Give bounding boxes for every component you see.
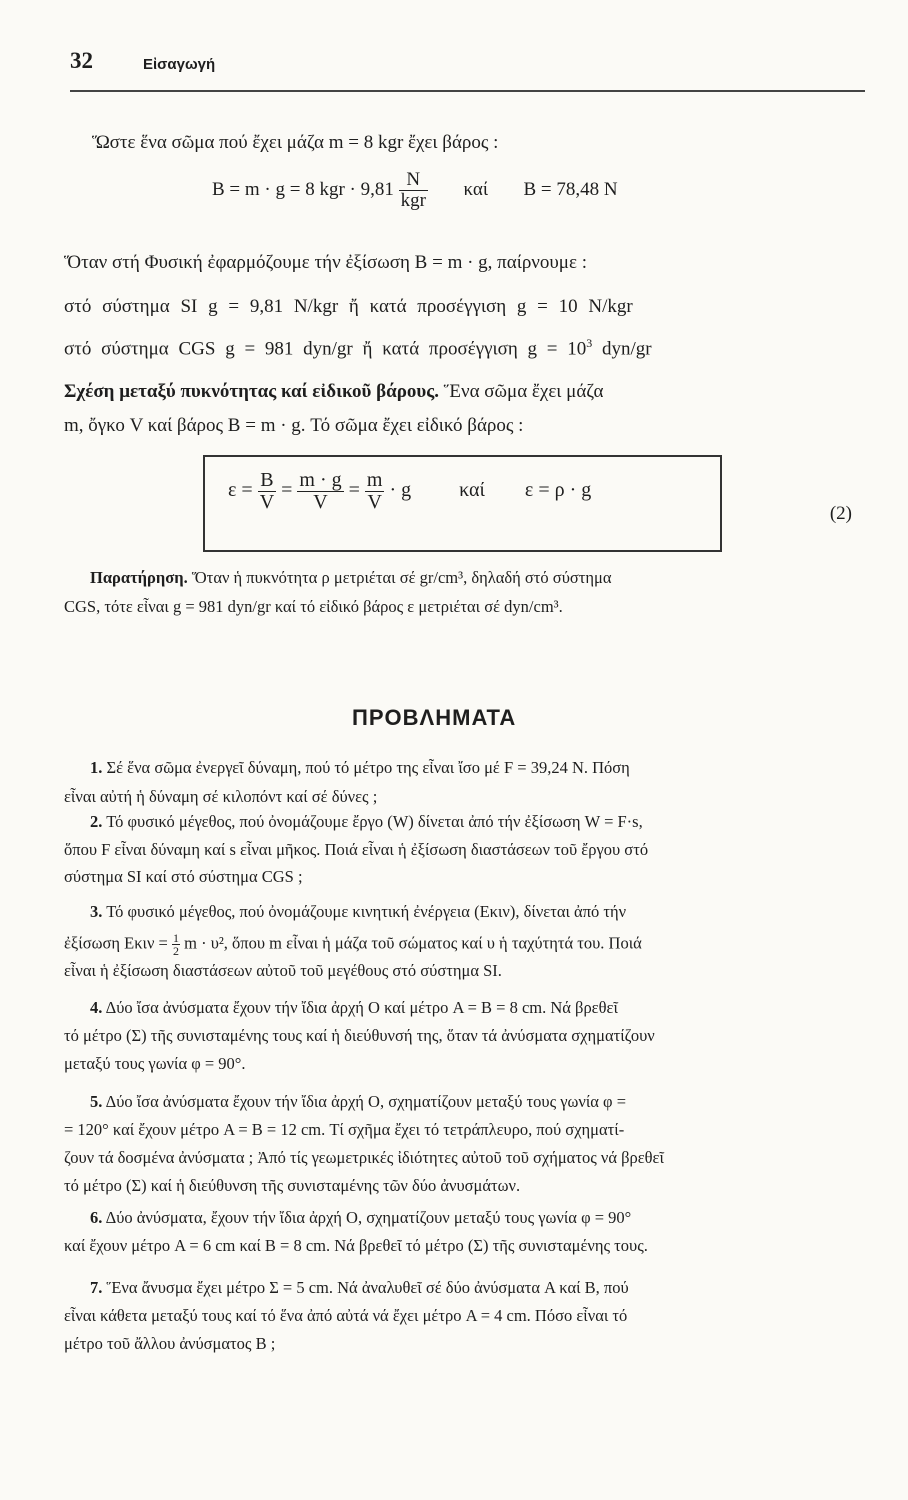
formula-and: καί xyxy=(459,479,485,502)
problem-5-number: 5. xyxy=(90,1092,103,1111)
running-header-title: Εἰσαγωγή xyxy=(143,56,216,73)
problem-1-number: 1. xyxy=(90,758,103,777)
unit-fraction-denominator: kgr xyxy=(400,189,426,211)
problem-4-line-2: τό μέτρο (Σ) τῆς συνισταμένης τους καί ἡ διεύθυνσή της, ὅταν τά ἀνύσματα σχηματίζουν xyxy=(64,1026,655,1045)
formula-fraction-mg-v xyxy=(297,470,343,513)
cgs-system-line xyxy=(64,337,652,358)
problem-3-line-1 xyxy=(90,904,626,921)
one-half-denominator: 2 xyxy=(172,944,179,958)
problem-2-text-1: Τό φυσικό μέγεθος, πού ὀνομάζουμε ἔργο (W) δίνεται ἀπό τήν ἐξίσωση W = F·s, xyxy=(102,812,643,831)
cgs-unit: dyn/gr xyxy=(592,338,652,360)
page-number: 32 xyxy=(70,48,93,73)
problem-5-text-1: Δύο ἴσα ἀνύσματα ἔχουν τήν ἴδια ἀρχή O, σχηματίζουν μεταξύ τους γωνία φ = xyxy=(102,1092,627,1111)
fraction-mg-numerator: m · g xyxy=(299,469,342,491)
weight-equation xyxy=(212,170,618,211)
problem-5-line-2: = 120° καί ἔχουν μέτρο A = B = 12 cm. Τί σχῆμα ἔχει τό τετράπλευρο, πού σχηματί- xyxy=(64,1120,625,1139)
relation-paragraph-line-2: m, ὄγκο V καί βάρος B = m · g. Τό σῶμα ἔχει εἰδικό βάρος : xyxy=(64,415,524,436)
weight-equation-left: B = m · g = 8 kgr · 9,81 xyxy=(212,178,394,200)
epsilon-label: ε = xyxy=(228,479,253,502)
problem-3-text-2a: ἐξίσωση Eκιν = xyxy=(64,933,168,953)
weight-equation-right: B = 78,48 N xyxy=(523,178,618,200)
relation-title: Σχέση μεταξύ πυκνότητας καί εἰδικοῦ βάρους. xyxy=(64,381,440,402)
remark-label: Παρατήρηση. xyxy=(90,568,188,587)
fraction-b-numerator: B xyxy=(258,470,276,492)
problem-6-text-1: Δύο ἀνύσματα, ἔχουν τήν ἴδια ἀρχή O, σχηματίζουν μεταξύ τους γωνία φ = 90° xyxy=(102,1208,632,1227)
problem-6-line-2: καί ἔχουν μέτρο A = 6 cm καί B = 8 cm. Νά βρεθεῖ τό μέτρο (Σ) τῆς συνισταμένης τους. xyxy=(64,1236,648,1255)
problem-1-line-2: εἶναι αὐτή ἡ δύναμη σέ κιλοπόντ καί σέ δύνες ; xyxy=(64,787,378,806)
formula-fraction-m-v xyxy=(365,470,385,513)
problem-7-line-3: μέτρο τοῦ ἄλλου ἀνύσματος B ; xyxy=(64,1334,276,1353)
problem-7-line-1 xyxy=(90,1280,629,1297)
problem-4-number: 4. xyxy=(90,998,103,1017)
equation-number: (2) xyxy=(829,503,852,524)
problem-1-line-1 xyxy=(90,760,630,777)
problem-2-line-2: ὅπου F εἶναι δύναμη καί s εἶναι μῆκος. Ποιά εἶναι ἡ ἐξίσωση διαστάσεων τοῦ ἔργου στό xyxy=(64,840,649,859)
problem-6-line-1 xyxy=(90,1210,631,1227)
problem-6-number: 6. xyxy=(90,1208,103,1227)
cgs-system-text: στό σύστημα CGS g = 981 dyn/gr ἤ κατά προσέγγιση g = 10 xyxy=(64,338,587,360)
problem-3-text-2b: m · υ², ὅπου m εἶναι ἡ μάζα τοῦ σώματος καί υ ἡ ταχύτητά του. Ποιά xyxy=(179,933,642,953)
times-g: · g xyxy=(389,479,412,502)
si-system-line: στό σύστημα SI g = 9,81 N/kgr ἤ κατά προσέγγιση g = 10 N/kgr xyxy=(64,296,633,317)
fraction-mg-denominator: V xyxy=(313,491,328,513)
formula-fraction-b-v xyxy=(258,470,276,513)
remark-line-1 xyxy=(90,570,612,587)
problem-7-line-2: εἶναι κάθετα μεταξύ τους καί τό ἕνα ἀπό αὐτά νά ἔχει μέτρο A = 4 cm. Πόσο εἶναι τό xyxy=(64,1306,628,1325)
remark-text-1: Ὅταν ἡ πυκνότητα ρ μετριέται σέ gr/cm³, δηλαδή στό σύστημα xyxy=(187,568,612,587)
problem-3-line-2 xyxy=(64,932,642,957)
example-line: Ὥστε ἕνα σῶμα πού ἔχει μάζα m = 8 kgr ἔχει βάρος : xyxy=(92,132,499,153)
weight-equation-and: καί xyxy=(463,178,488,200)
problem-2-number: 2. xyxy=(90,812,103,831)
equals-sign: = xyxy=(281,479,293,502)
problem-3-text-1: Τό φυσικό μέγεθος, πού ὀνομάζουμε κινητική ἐνέργεια (Eκιν), δίνεται ἀπό τήν xyxy=(102,902,627,921)
one-half-fraction xyxy=(172,932,180,957)
problem-2-line-3: σύστημα SI καί στό σύστημα CGS ; xyxy=(64,867,303,886)
fraction-v-denominator: V xyxy=(259,491,275,513)
problems-heading: ΠΡΟΒΛΗΜΑΤΑ xyxy=(352,705,517,730)
problem-5-line-1 xyxy=(90,1094,626,1111)
cgs-exponent: 3 xyxy=(586,336,593,350)
problem-7-number: 7. xyxy=(90,1278,103,1297)
one-half-numerator: 1 xyxy=(172,931,179,945)
problem-5-line-3: ζουν τά δοσμένα ἀνύσματα ; Ἀπό τίς γεωμετρικές ἰδιότητες αὐτοῦ τοῦ σχήματος νά βρεθεῖ xyxy=(64,1148,664,1167)
fraction-m-denominator: V xyxy=(367,491,382,513)
problem-7-text-1: Ἕνα ἄνυσμα ἔχει μέτρο Σ = 5 cm. Νά ἀναλυθεῖ σέ δύο ἀνύσματα A καί B, πού xyxy=(102,1278,629,1297)
problem-4-line-1 xyxy=(90,1000,618,1017)
unit-fraction xyxy=(399,170,428,211)
problem-5-line-4: τό μέτρο (Σ) καί ἡ διεύθυνση τῆς συνισταμένης τῶν δύο ἀνυσμάτων. xyxy=(64,1176,521,1195)
relation-paragraph-line-1 xyxy=(64,382,603,401)
problem-3-number: 3. xyxy=(90,902,103,921)
fraction-m-numerator: m xyxy=(366,469,383,491)
problem-1-text-1: Σέ ἕνα σῶμα ἐνεργεῖ δύναμη, πού τό μέτρο της εἶναι ἴσο μέ F = 39,24 N. Πόση xyxy=(102,758,630,777)
specific-weight-formula xyxy=(228,470,591,513)
apply-line: Ὅταν στή Φυσική ἐφαρμόζουμε τήν ἐξίσωση B = m · g, παίρνουμε : xyxy=(64,252,588,273)
problem-2-line-1 xyxy=(90,814,643,831)
unit-fraction-numerator: N xyxy=(399,170,428,191)
problem-3-line-3: εἶναι ἡ ἐξίσωση διαστάσεων αὐτοῦ τοῦ μεγέθους στό σύστημα SI. xyxy=(64,961,502,980)
problem-4-text-1: Δύο ἴσα ἀνύσματα ἔχουν τήν ἴδια ἀρχή O καί μέτρο A = B = 8 cm. Νά βρεθεῖ xyxy=(102,998,618,1017)
problem-4-line-3: μεταξύ τους γωνία φ = 90°. xyxy=(64,1054,246,1073)
relation-text-1: Ἕνα σῶμα ἔχει μάζα xyxy=(439,381,604,402)
equals-sign: = xyxy=(348,479,360,502)
epsilon-rho-g: ε = ρ · g xyxy=(524,479,592,502)
remark-line-2: CGS, τότε εἶναι g = 981 dyn/gr καί τό εἰδικό βάρος ε μετριέται σέ dyn/cm³. xyxy=(64,597,563,616)
header-rule xyxy=(70,90,865,92)
